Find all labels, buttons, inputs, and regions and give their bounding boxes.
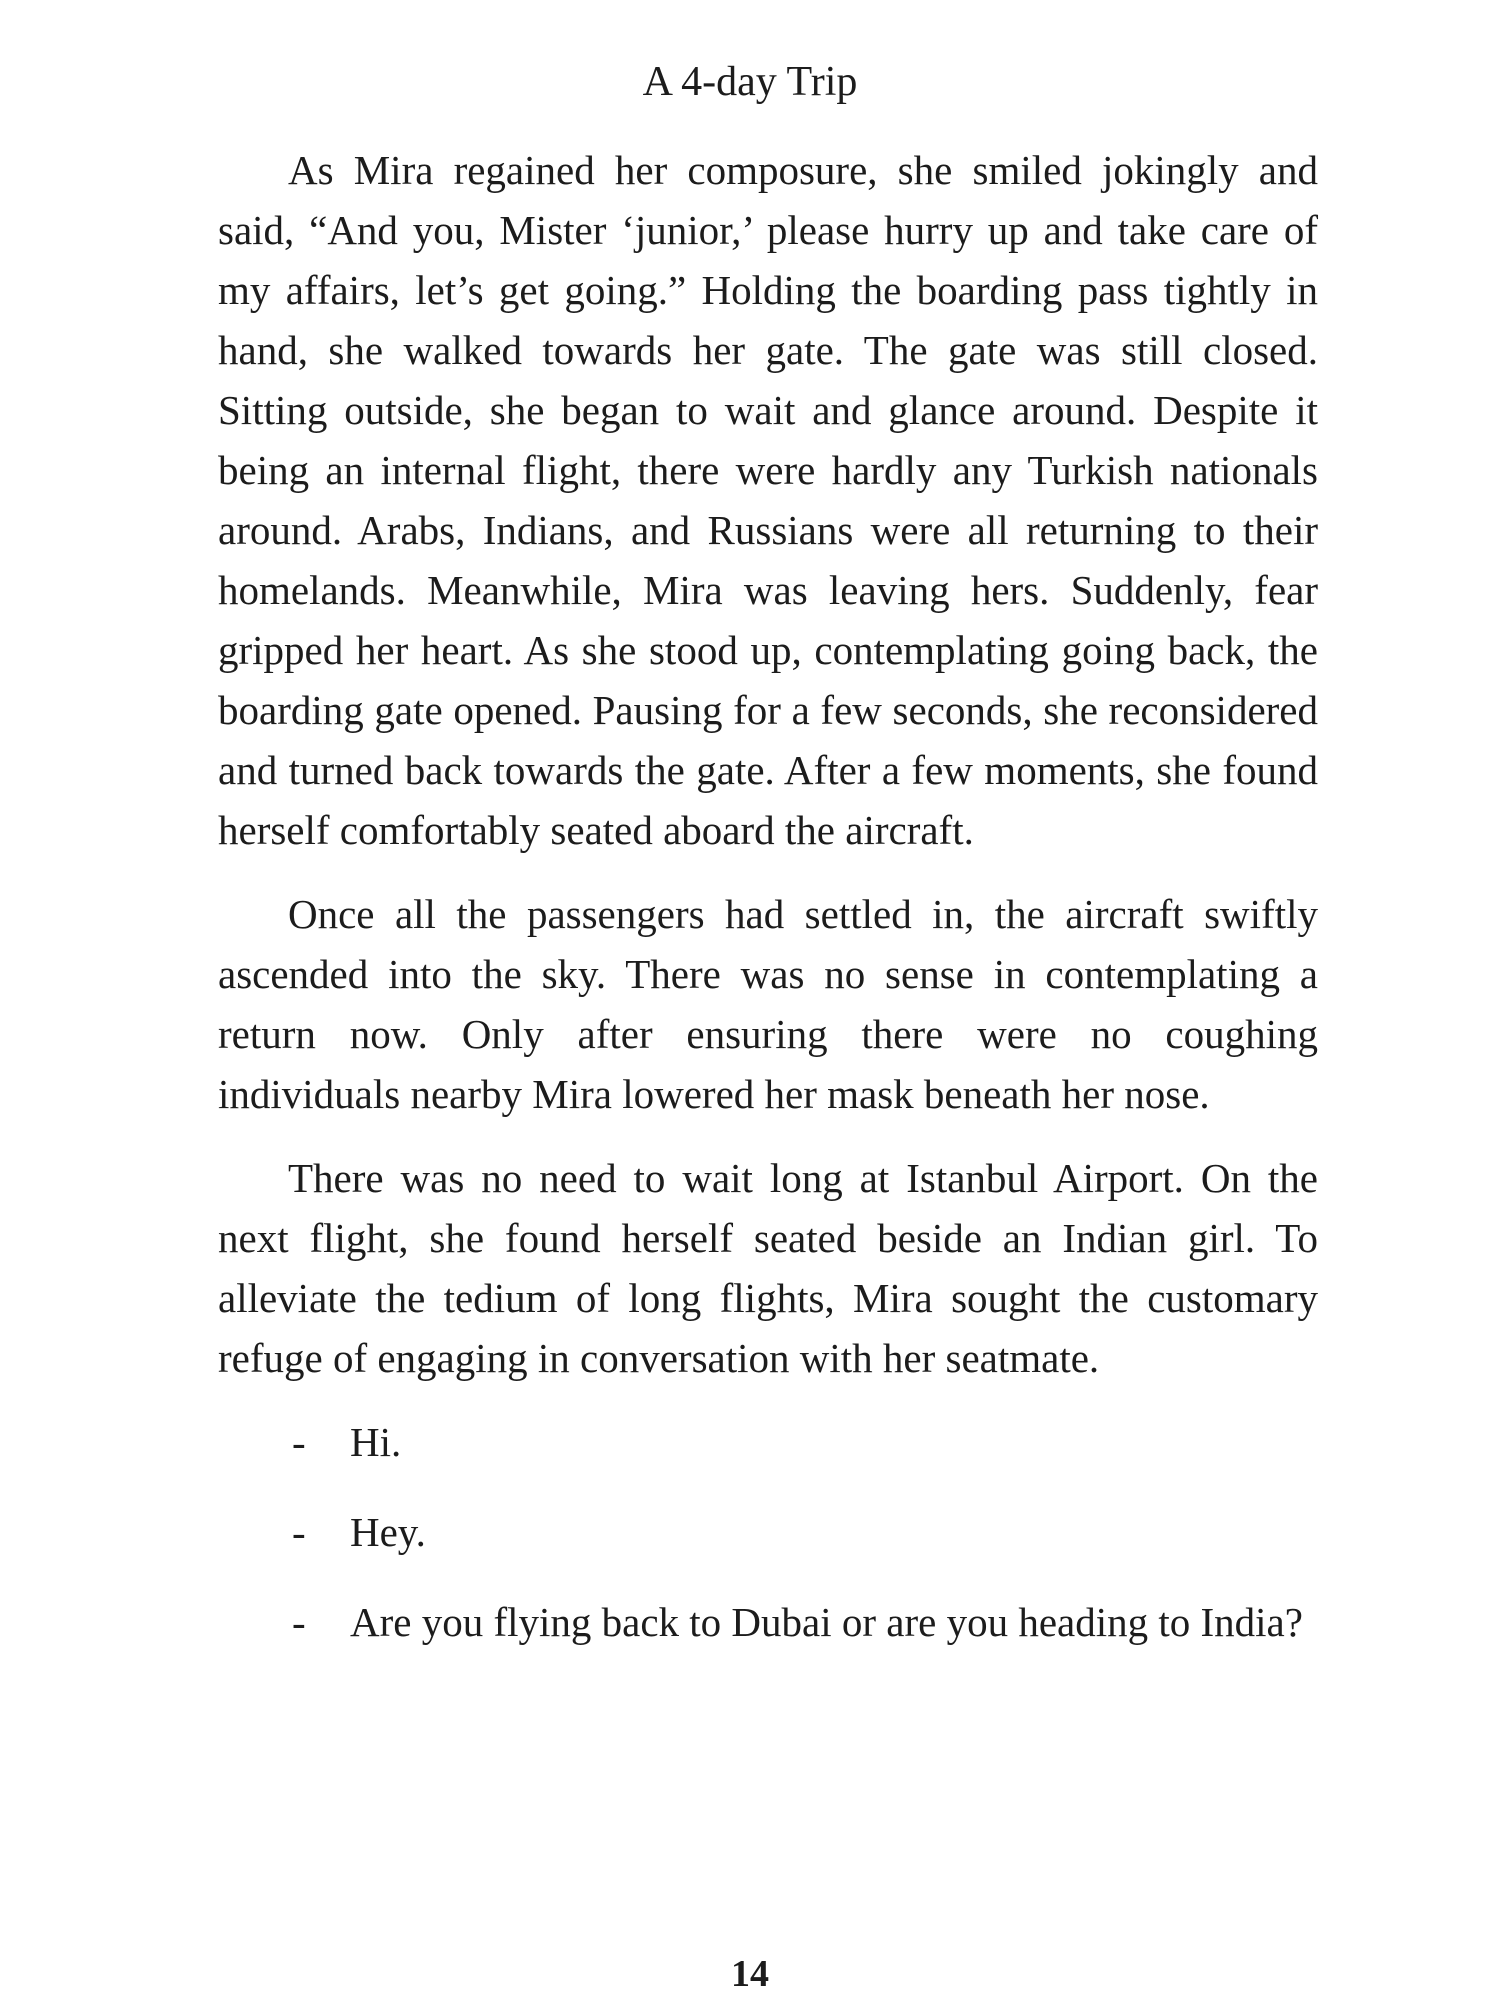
paragraph: There was no need to wait long at Istanbul Airport. On the next flight, she found herself seated beside an Indian girl. To alleviate the tedium of long flights, Mira sought the customary refuge of engaging in conversation with her seatmate. [218, 1155, 1318, 1381]
dialogue-text: Hey. [350, 1509, 426, 1555]
dialogue-text: Hi. [350, 1419, 402, 1465]
dialogue-line [218, 1412, 1318, 1472]
body-text [218, 140, 1318, 1682]
page-number: 14 [731, 1953, 769, 1995]
running-title: A 4-day Trip [642, 59, 858, 105]
dialogue-dash: - [292, 1509, 306, 1555]
dialogue-dash: - [292, 1599, 306, 1645]
dialogue-line [218, 1592, 1318, 1652]
dialogue-dash: - [292, 1419, 306, 1465]
dialogue-line [218, 1502, 1318, 1562]
dialogue-text: Are you flying back to Dubai or are you heading to India? [350, 1599, 1303, 1645]
paragraph: As Mira regained her composure, she smiled jokingly and said, “And you, Mister ‘junior,’ please hurry up and take care of my affairs, let’s get going.” Holding the boarding pass tightly in hand, she walked towards her gate. The gate was still closed. Sitting outside, she began to wait and glance around. Despite it being an internal flight, there were hardly any Turkish nationals around. Arabs, Indians, and Russians were all returning to their homelands. Meanwhile, Mira was leaving hers. Suddenly, fear gripped her heart. As she stood up, contemplating going back, the boarding gate opened. Pausing for a few seconds, she reconsidered and turned back towards the gate. After a few moments, she found herself comfortably seated aboard the aircraft. [218, 147, 1318, 853]
paragraph: Once all the passengers had settled in, the aircraft swiftly ascended into the sky. There was no sense in contemplating a return now. Only after ensuring there were no coughing individuals nearby Mira lowered her mask beneath her nose. [218, 891, 1318, 1117]
dialogue-list [218, 1412, 1318, 1652]
